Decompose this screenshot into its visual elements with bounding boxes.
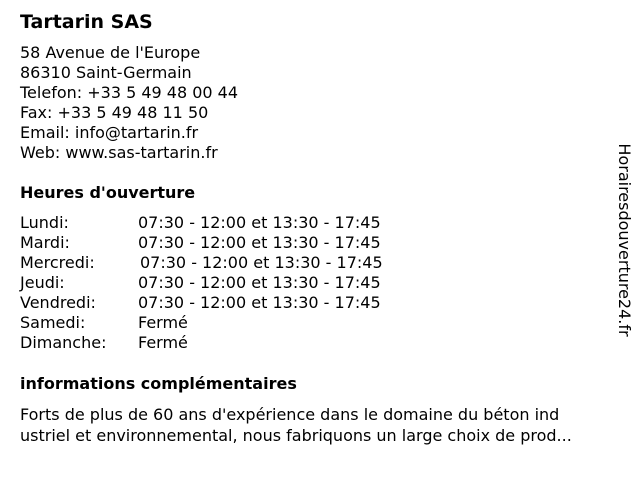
additional-info-heading: informations complémentaires [20,374,297,393]
hours-day: Dimanche: [20,333,107,352]
fax-text: Fax: +33 5 49 48 11 50 [20,103,209,122]
address-city: 86310 Saint-Germain [20,63,192,82]
hours-time: Fermé [138,313,188,332]
address-street: 58 Avenue de l'Europe [20,43,201,62]
hours-day: Lundi: [20,213,69,232]
hours-row [20,213,440,233]
opening-hours-heading: Heures d'ouverture [20,183,196,202]
hours-row [20,253,440,273]
hours-row [20,293,440,313]
hours-time: 07:30 - 12:00 et 13:30 - 17:45 [138,273,381,292]
hours-time: 07:30 - 12:00 et 13:30 - 17:45 [138,293,381,312]
hours-time: Fermé [138,333,188,352]
hours-day: Mardi: [20,233,70,252]
hours-time: 07:30 - 12:00 et 13:30 - 17:45 [138,213,381,232]
hours-time: 07:30 - 12:00 et 13:30 - 17:45 [138,233,381,252]
site-watermark: Horairesdouverture24.fr [615,143,634,337]
email-text: Email: info@tartarin.fr [20,123,199,142]
web-text: Web: www.sas-tartarin.fr [20,143,218,162]
hours-day: Mercredi: [20,253,95,272]
hours-row [20,333,440,353]
hours-day: Jeudi: [20,273,65,292]
contact-block [20,43,238,163]
company-name: Tartarin SAS [20,11,153,33]
hours-day: Samedi: [20,313,86,332]
hours-time: 07:30 - 12:00 et 13:30 - 17:45 [140,253,383,272]
hours-day: Vendredi: [20,293,96,312]
description-line: Forts de plus de 60 ans d'expérience dans le domaine du béton ind [20,405,560,424]
additional-info-text [20,404,620,446]
hours-row [20,273,440,293]
description-line: ustriel et environnemental, nous fabriquons un large choix de prod... [20,426,572,445]
phone-text: Telefon: +33 5 49 48 00 44 [20,83,239,102]
opening-hours-table [20,213,440,353]
hours-row [20,233,440,253]
hours-row [20,313,440,333]
